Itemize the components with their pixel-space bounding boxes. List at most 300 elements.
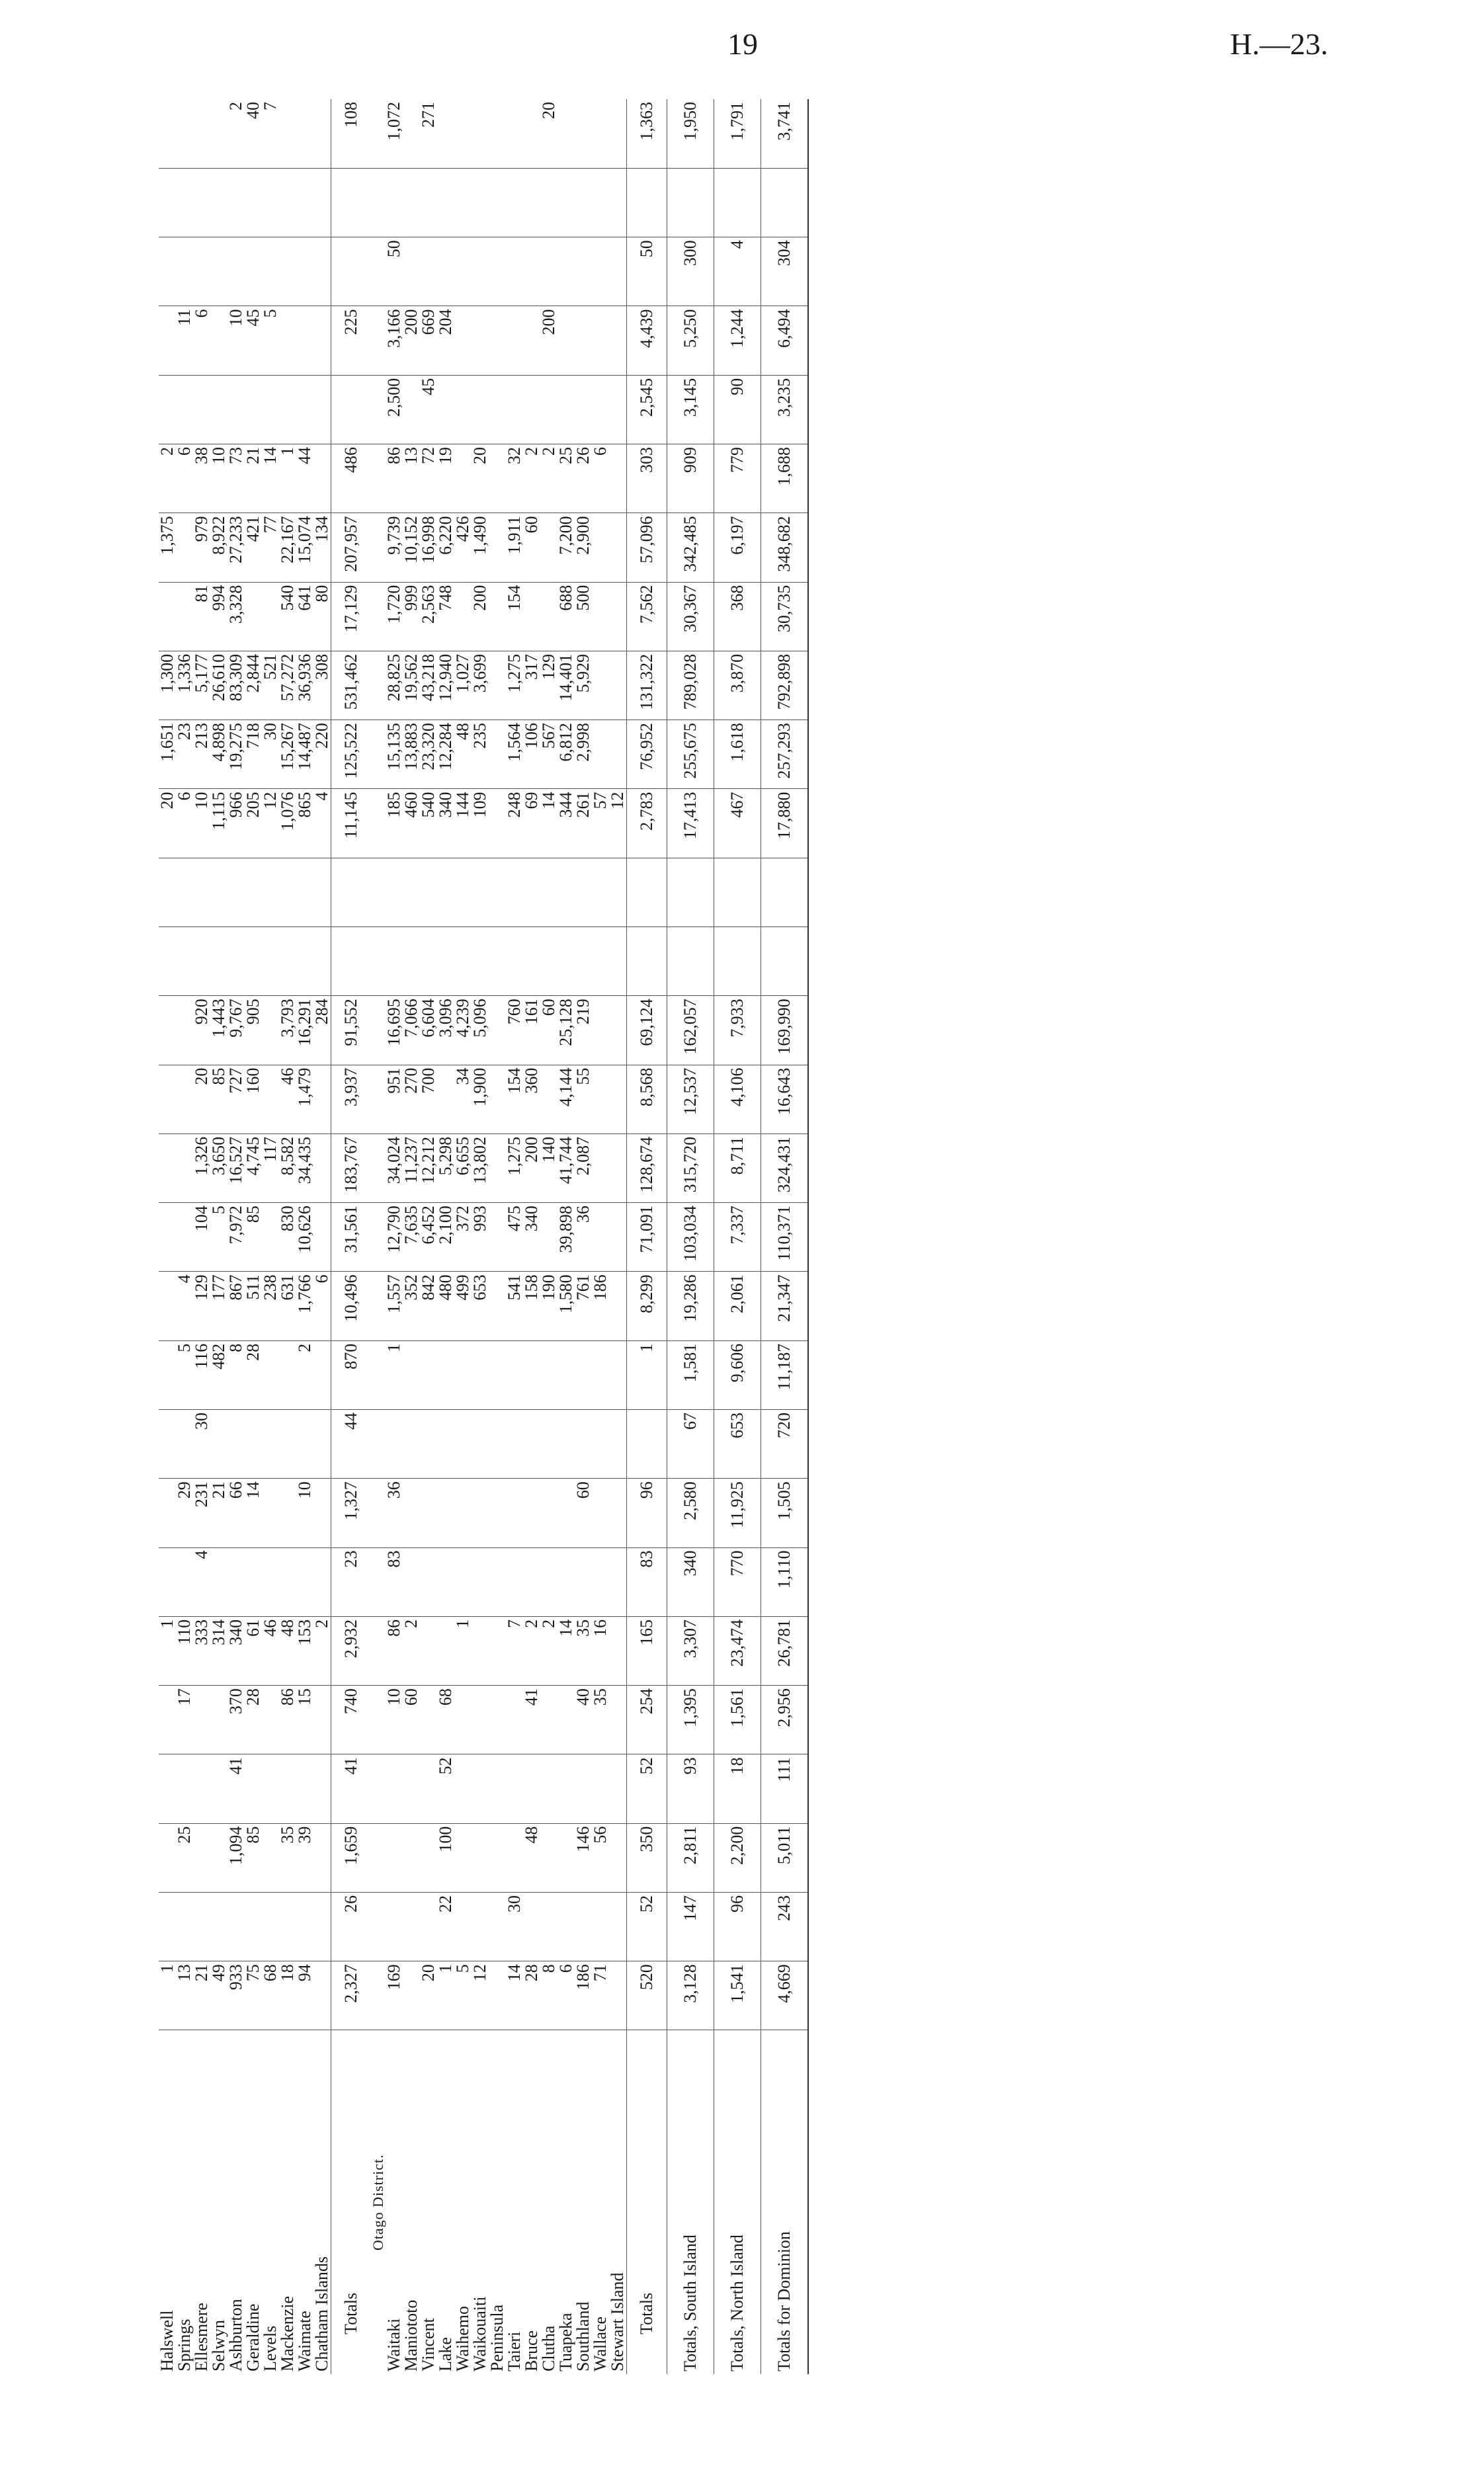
table-cell: 6,197 bbox=[714, 513, 761, 582]
table-cell: 13,802 bbox=[472, 1133, 489, 1202]
table-cell: 23,320 bbox=[420, 720, 437, 789]
table-cell bbox=[313, 1754, 331, 1823]
table-cell: 7,972 bbox=[227, 1203, 245, 1272]
table-cell: 75 bbox=[245, 1961, 262, 2030]
table-cell: 28 bbox=[245, 1686, 262, 1754]
table-cell: 4,669 bbox=[761, 1961, 809, 2030]
table-cell bbox=[371, 444, 386, 513]
table-cell bbox=[313, 1133, 331, 1202]
table-cell bbox=[193, 1686, 210, 1754]
table-cell: 11,187 bbox=[761, 1340, 809, 1409]
table-cell bbox=[210, 306, 227, 375]
table-cell bbox=[420, 168, 437, 237]
table-cell: 77 bbox=[262, 513, 279, 582]
table-cell bbox=[472, 237, 489, 306]
table-cell: 1,659 bbox=[331, 1823, 372, 1892]
table-cell: 12,940 bbox=[437, 651, 454, 720]
table-cell: 1 bbox=[454, 1616, 472, 1685]
table-cell bbox=[489, 651, 506, 720]
table-cell: 8,922 bbox=[210, 513, 227, 582]
row-label: Selwyn bbox=[209, 2320, 228, 2371]
table-cell bbox=[609, 375, 627, 444]
table-cell bbox=[159, 996, 176, 1065]
table-cell: 1 bbox=[437, 1961, 454, 2030]
table-cell: 60 bbox=[403, 1686, 420, 1754]
table-cell bbox=[403, 1409, 420, 1478]
table-cell: 426 bbox=[454, 513, 472, 582]
table-cell: 541 bbox=[506, 1272, 523, 1340]
table-cell bbox=[557, 1823, 575, 1892]
table-cell bbox=[437, 237, 454, 306]
table-cell: 16 bbox=[592, 1616, 609, 1685]
table-cell bbox=[420, 1340, 437, 1409]
table-cell: 91,552 bbox=[331, 996, 372, 1065]
table-row bbox=[245, 99, 262, 2374]
table-cell: 4 bbox=[714, 237, 761, 306]
table-cell: 340 bbox=[667, 1547, 714, 1616]
table-cell: 21 bbox=[193, 1961, 210, 2030]
table-cell bbox=[506, 1409, 523, 1478]
table-cell: 2,900 bbox=[575, 513, 592, 582]
table-cell: 104 bbox=[193, 1203, 210, 1272]
table-cell bbox=[592, 1754, 609, 1823]
table-cell: 17,129 bbox=[331, 582, 372, 651]
table-cell bbox=[331, 375, 372, 444]
table-cell bbox=[371, 99, 386, 168]
row-label: Southland bbox=[573, 2301, 593, 2371]
table-cell: 2 bbox=[296, 1340, 313, 1409]
table-cell: 103,034 bbox=[667, 1203, 714, 1272]
table-cell: 10,496 bbox=[331, 1272, 372, 1340]
table-cell: 421 bbox=[245, 513, 262, 582]
table-cell bbox=[454, 168, 472, 237]
table-cell bbox=[523, 927, 540, 996]
table-cell: 12 bbox=[472, 1961, 489, 2030]
table-cell: 14,487 bbox=[296, 720, 313, 789]
rotated-statistics-table bbox=[159, 99, 1005, 2374]
table-cell bbox=[489, 99, 506, 168]
table-row bbox=[489, 99, 506, 2374]
table-cell: 284 bbox=[313, 996, 331, 1065]
table-cell: 85 bbox=[210, 1065, 227, 1133]
table-cell bbox=[296, 1409, 313, 1478]
table-cell: 727 bbox=[227, 1065, 245, 1133]
table-row bbox=[420, 99, 437, 2374]
table-cell bbox=[592, 237, 609, 306]
table-cell bbox=[420, 237, 437, 306]
table-cell: 2,200 bbox=[714, 1823, 761, 1892]
table-cell bbox=[371, 1065, 386, 1133]
table-cell: 18 bbox=[279, 1961, 296, 2030]
table-cell bbox=[575, 237, 592, 306]
table-cell: 153 bbox=[296, 1616, 313, 1685]
table-cell bbox=[420, 1616, 437, 1685]
table-cell: 76,952 bbox=[627, 720, 667, 789]
table-cell bbox=[245, 1409, 262, 1478]
table-cell: 16,291 bbox=[296, 996, 313, 1065]
table-cell bbox=[313, 1892, 331, 1961]
table-cell bbox=[176, 1892, 193, 1961]
table-cell bbox=[472, 1479, 489, 1547]
table-cell bbox=[540, 582, 557, 651]
table-cell: 8,711 bbox=[714, 1133, 761, 1202]
table-cell bbox=[210, 237, 227, 306]
table-cell bbox=[331, 858, 372, 926]
row-label: Springs bbox=[175, 2319, 194, 2371]
table-cell: 83 bbox=[627, 1547, 667, 1616]
table-cell: 720 bbox=[761, 1409, 809, 1478]
table-cell: 317 bbox=[523, 651, 540, 720]
table-cell bbox=[592, 582, 609, 651]
table-cell: 999 bbox=[403, 582, 420, 651]
table-cell bbox=[371, 168, 386, 237]
table-cell: 2,327 bbox=[331, 1961, 372, 2030]
table-cell bbox=[437, 1340, 454, 1409]
row-label: Lake bbox=[436, 2337, 455, 2371]
table-cell bbox=[159, 1479, 176, 1547]
table-cell bbox=[489, 1479, 506, 1547]
table-cell bbox=[193, 375, 210, 444]
table-cell: 3,650 bbox=[210, 1133, 227, 1202]
table-cell bbox=[313, 858, 331, 926]
table-cell: 17,413 bbox=[667, 789, 714, 858]
table-row bbox=[540, 99, 557, 2374]
table-cell: 100 bbox=[437, 1823, 454, 1892]
table-cell bbox=[472, 1547, 489, 1616]
table-cell: 23 bbox=[331, 1547, 372, 1616]
table-cell bbox=[371, 1547, 386, 1616]
table-cell bbox=[609, 858, 627, 926]
table-cell: 25 bbox=[557, 444, 575, 513]
table-cell bbox=[176, 996, 193, 1065]
table-cell: 20 bbox=[159, 789, 176, 858]
table-cell: 44 bbox=[296, 444, 313, 513]
table-cell bbox=[489, 237, 506, 306]
table-cell: 360 bbox=[523, 1065, 540, 1133]
table-cell bbox=[454, 1409, 472, 1478]
table-cell: 12,284 bbox=[437, 720, 454, 789]
table-cell bbox=[279, 1340, 296, 1409]
table-cell: 21,347 bbox=[761, 1272, 809, 1340]
table-cell bbox=[489, 1409, 506, 1478]
table-cell bbox=[489, 1754, 506, 1823]
table-cell bbox=[592, 1203, 609, 1272]
row-label: Ashburton bbox=[226, 2299, 245, 2371]
table-cell: 3,096 bbox=[437, 996, 454, 1065]
table-cell bbox=[454, 1479, 472, 1547]
row-label: Tuapeka bbox=[556, 2313, 575, 2371]
table-cell: 21 bbox=[210, 1479, 227, 1547]
table-cell bbox=[540, 237, 557, 306]
table-cell: 2,061 bbox=[714, 1272, 761, 1340]
table-cell bbox=[159, 1203, 176, 1272]
table-cell: 7,066 bbox=[403, 996, 420, 1065]
table-cell bbox=[245, 1547, 262, 1616]
table-cell: 83,309 bbox=[227, 651, 245, 720]
table-cell: 52 bbox=[437, 1754, 454, 1823]
table-cell: 5,298 bbox=[437, 1133, 454, 1202]
table-cell bbox=[523, 1547, 540, 1616]
table-cell bbox=[523, 306, 540, 375]
table-cell bbox=[279, 858, 296, 926]
table-cell: 10 bbox=[227, 306, 245, 375]
table-cell bbox=[245, 168, 262, 237]
table-cell bbox=[245, 582, 262, 651]
table-cell bbox=[592, 1547, 609, 1616]
table-cell: 81 bbox=[193, 582, 210, 651]
table-cell bbox=[557, 1892, 575, 1961]
table-cell: 2,563 bbox=[420, 582, 437, 651]
table-cell: 13,883 bbox=[403, 720, 420, 789]
table-cell: 6 bbox=[592, 444, 609, 513]
table-cell: 110,371 bbox=[761, 1203, 809, 1272]
table-cell bbox=[210, 375, 227, 444]
table-row bbox=[313, 99, 331, 2374]
table-cell bbox=[437, 927, 454, 996]
table-cell bbox=[575, 1547, 592, 1616]
totals-row bbox=[331, 99, 372, 2374]
table-cell bbox=[609, 306, 627, 375]
table-cell bbox=[557, 1754, 575, 1823]
table-cell bbox=[472, 306, 489, 375]
table-cell: 219 bbox=[575, 996, 592, 1065]
table-cell: 52 bbox=[627, 1892, 667, 1961]
table-cell: 5,011 bbox=[761, 1823, 809, 1892]
table-cell: 1 bbox=[159, 1616, 176, 1685]
table-cell: 480 bbox=[437, 1272, 454, 1340]
table-row bbox=[609, 99, 627, 2374]
table-cell bbox=[420, 1892, 437, 1961]
table-cell bbox=[210, 1754, 227, 1823]
table-cell bbox=[540, 1547, 557, 1616]
table-cell bbox=[210, 168, 227, 237]
table-cell bbox=[472, 1686, 489, 1754]
table-cell: 842 bbox=[420, 1272, 437, 1340]
table-cell: 27,233 bbox=[227, 513, 245, 582]
table-cell bbox=[176, 858, 193, 926]
table-cell bbox=[667, 927, 714, 996]
table-cell bbox=[761, 858, 809, 926]
table-cell: 110 bbox=[176, 1616, 193, 1685]
table-cell bbox=[489, 1686, 506, 1754]
table-cell: 16,695 bbox=[386, 996, 403, 1065]
totals-row bbox=[627, 99, 667, 2374]
table-cell: 204 bbox=[437, 306, 454, 375]
table-cell: 13 bbox=[176, 1961, 193, 2030]
table-cell: 12 bbox=[262, 789, 279, 858]
table-cell bbox=[489, 513, 506, 582]
table-cell bbox=[176, 168, 193, 237]
table-cell bbox=[313, 1203, 331, 1272]
table-cell: 9,767 bbox=[227, 996, 245, 1065]
table-cell: 94 bbox=[296, 1961, 313, 2030]
table-cell: 60 bbox=[540, 996, 557, 1065]
table-cell bbox=[437, 375, 454, 444]
table-cell bbox=[159, 1686, 176, 1754]
table-cell: 15,074 bbox=[296, 513, 313, 582]
table-cell bbox=[523, 858, 540, 926]
table-cell bbox=[159, 1754, 176, 1823]
table-cell bbox=[159, 306, 176, 375]
table-cell: 31,561 bbox=[331, 1203, 372, 1272]
table-cell: 303 bbox=[627, 444, 667, 513]
table-cell bbox=[371, 1272, 386, 1340]
table-cell bbox=[245, 858, 262, 926]
table-cell: 3,741 bbox=[761, 99, 809, 168]
table-cell: 12,537 bbox=[667, 1065, 714, 1133]
table-cell: 28 bbox=[523, 1961, 540, 2030]
table-cell bbox=[557, 927, 575, 996]
table-cell bbox=[420, 1547, 437, 1616]
table-cell: 34,024 bbox=[386, 1133, 403, 1202]
table-cell: 1,115 bbox=[210, 789, 227, 858]
table-cell: 67 bbox=[667, 1409, 714, 1478]
table-cell: 1,326 bbox=[193, 1133, 210, 1202]
table-cell: 10 bbox=[193, 789, 210, 858]
table-cell: 1,490 bbox=[472, 513, 489, 582]
table-cell bbox=[489, 1340, 506, 1409]
table-cell: 482 bbox=[210, 1340, 227, 1409]
table-cell bbox=[454, 1823, 472, 1892]
table-cell bbox=[176, 927, 193, 996]
table-cell bbox=[523, 1892, 540, 1961]
table-cell bbox=[371, 1686, 386, 1754]
table-cell: 23 bbox=[176, 720, 193, 789]
table-cell bbox=[506, 1686, 523, 1754]
table-cell: 90 bbox=[714, 375, 761, 444]
table-cell: 3,699 bbox=[472, 651, 489, 720]
table-cell: 460 bbox=[403, 789, 420, 858]
table-cell bbox=[540, 927, 557, 996]
table-cell bbox=[313, 1065, 331, 1133]
row-label: Geraldine bbox=[243, 2303, 263, 2371]
table-cell: 186 bbox=[575, 1961, 592, 2030]
table-cell bbox=[159, 99, 176, 168]
table-cell: 865 bbox=[296, 789, 313, 858]
table-cell: 1,505 bbox=[761, 1479, 809, 1547]
row-label: Totals for Dominion bbox=[761, 2030, 809, 2374]
table-row bbox=[386, 99, 403, 2374]
table-cell: 3,328 bbox=[227, 582, 245, 651]
table-cell bbox=[506, 99, 523, 168]
table-cell: 41 bbox=[523, 1686, 540, 1754]
table-cell bbox=[193, 168, 210, 237]
table-cell: 1,561 bbox=[714, 1686, 761, 1754]
table-cell: 653 bbox=[714, 1409, 761, 1478]
table-cell: 4,239 bbox=[454, 996, 472, 1065]
table-cell bbox=[454, 927, 472, 996]
table-cell: 1,950 bbox=[667, 99, 714, 168]
row-label: Chatham Islands bbox=[312, 2256, 331, 2371]
table-cell bbox=[159, 1409, 176, 1478]
table-cell: 146 bbox=[575, 1823, 592, 1892]
table-cell: 14 bbox=[262, 444, 279, 513]
table-cell bbox=[575, 99, 592, 168]
table-cell bbox=[523, 237, 540, 306]
table-cell: 2 bbox=[313, 1616, 331, 1685]
table-cell bbox=[506, 306, 523, 375]
table-cell: 30 bbox=[262, 720, 279, 789]
table-cell bbox=[313, 1479, 331, 1547]
table-cell bbox=[489, 789, 506, 858]
table-cell: 131,322 bbox=[627, 651, 667, 720]
table-cell: 1,327 bbox=[331, 1479, 372, 1547]
table-cell bbox=[371, 858, 386, 926]
table-cell: 5,096 bbox=[472, 996, 489, 1065]
table-cell bbox=[609, 927, 627, 996]
table-cell bbox=[489, 444, 506, 513]
table-cell: 26 bbox=[331, 1892, 372, 1961]
table-cell bbox=[575, 927, 592, 996]
table-cell bbox=[371, 375, 386, 444]
table-cell: 162,057 bbox=[667, 996, 714, 1065]
table-cell: 7 bbox=[262, 99, 279, 168]
table-cell: 540 bbox=[279, 582, 296, 651]
table-cell: 372 bbox=[454, 1203, 472, 1272]
table-cell bbox=[279, 306, 296, 375]
table-row bbox=[523, 99, 540, 2374]
table-cell: 10 bbox=[296, 1479, 313, 1547]
table-cell: 979 bbox=[193, 513, 210, 582]
table-cell: 86 bbox=[386, 444, 403, 513]
table-cell: 165 bbox=[627, 1616, 667, 1685]
table-cell: 1,395 bbox=[667, 1686, 714, 1754]
table-cell: 475 bbox=[506, 1203, 523, 1272]
table-cell: 6,494 bbox=[761, 306, 809, 375]
table-cell: 154 bbox=[506, 1065, 523, 1133]
table-cell bbox=[227, 237, 245, 306]
row-label: Otago District. bbox=[370, 2154, 386, 2251]
table-cell: 7,562 bbox=[627, 582, 667, 651]
table-cell: 109 bbox=[472, 789, 489, 858]
table-cell: 220 bbox=[313, 720, 331, 789]
table-cell: 2,783 bbox=[627, 789, 667, 858]
table-cell: 11 bbox=[176, 306, 193, 375]
table-cell bbox=[592, 168, 609, 237]
table-cell: 3,235 bbox=[761, 375, 809, 444]
table-cell: 22 bbox=[437, 1892, 454, 1961]
table-cell bbox=[454, 582, 472, 651]
table-cell bbox=[667, 858, 714, 926]
table-cell bbox=[386, 1823, 403, 1892]
table-cell: 333 bbox=[193, 1616, 210, 1685]
table-cell bbox=[331, 927, 372, 996]
table-cell bbox=[506, 927, 523, 996]
table-row bbox=[193, 99, 210, 2374]
table-cell bbox=[227, 1547, 245, 1616]
table-cell bbox=[296, 375, 313, 444]
table-cell bbox=[592, 306, 609, 375]
table-cell bbox=[262, 582, 279, 651]
table-cell: 2 bbox=[227, 99, 245, 168]
table-cell: 1,275 bbox=[506, 651, 523, 720]
table-cell bbox=[331, 237, 372, 306]
table-cell bbox=[540, 1754, 557, 1823]
table-cell: 183,767 bbox=[331, 1133, 372, 1202]
table-cell: 567 bbox=[540, 720, 557, 789]
table-cell: 235 bbox=[472, 720, 489, 789]
table-cell bbox=[592, 1892, 609, 1961]
table-cell: 52 bbox=[627, 1754, 667, 1823]
table-cell: 26,610 bbox=[210, 651, 227, 720]
table-cell: 5 bbox=[176, 1340, 193, 1409]
row-label: Taieri bbox=[505, 2331, 524, 2371]
table-cell: 10,152 bbox=[403, 513, 420, 582]
table-cell: 41 bbox=[331, 1754, 372, 1823]
table-cell bbox=[575, 1340, 592, 1409]
table-cell: 15,135 bbox=[386, 720, 403, 789]
table-cell: 2,100 bbox=[437, 1203, 454, 1272]
